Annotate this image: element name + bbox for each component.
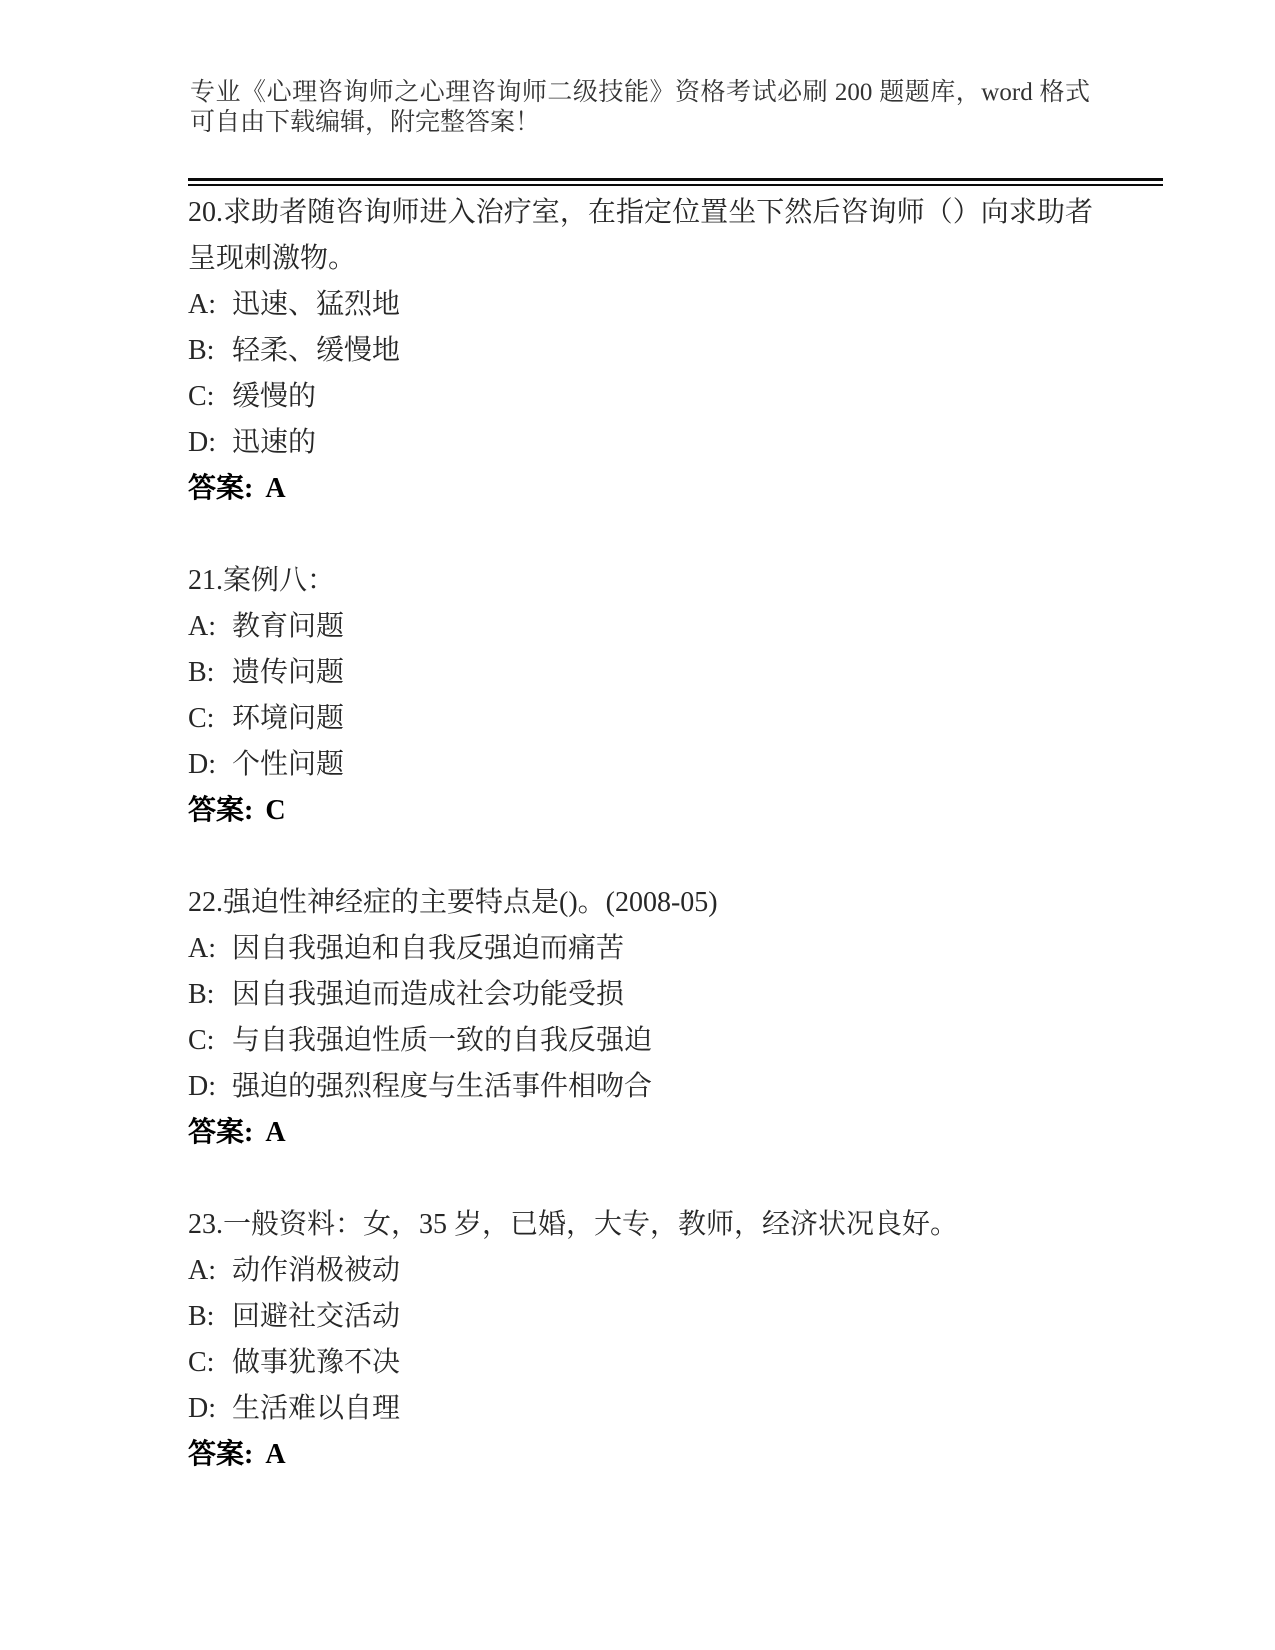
header-line-1: 专业《心理咨询师之心理咨询师二级技能》资格考试必刷 200 题题库，word 格式 <box>190 79 1090 106</box>
option-a <box>188 282 1093 328</box>
option-a <box>188 926 1093 972</box>
option-label: B: <box>188 979 215 1010</box>
answer-line <box>188 788 1093 834</box>
option-label: A: <box>188 1255 216 1286</box>
option-label: B: <box>188 335 215 366</box>
option-text: 动作消极被动 <box>232 1255 401 1286</box>
option-label: C: <box>188 381 215 412</box>
option-label: D: <box>188 427 216 458</box>
option-label: C: <box>188 1025 215 1056</box>
question-text: 案例八： <box>223 565 336 596</box>
option-label: A: <box>188 611 216 642</box>
header-line-2: 可自由下载编辑，附完整答案！ <box>190 109 541 136</box>
option-d <box>188 1064 1093 1110</box>
option-c <box>188 1018 1093 1064</box>
answer-label: 答案: <box>188 1439 254 1470</box>
answer-label: 答案: <box>188 795 254 826</box>
option-c <box>188 696 1093 742</box>
option-text: 因自我强迫而造成社会功能受损 <box>232 979 625 1010</box>
answer-label: 答案: <box>188 473 254 504</box>
option-text: 缓慢的 <box>232 381 317 412</box>
question-block-20 <box>188 190 1093 512</box>
option-a <box>188 604 1093 650</box>
option-text: 个性问题 <box>232 749 345 780</box>
question-title <box>188 880 1093 926</box>
option-b <box>188 650 1093 696</box>
answer-line <box>188 466 1093 512</box>
question-text: 求助者随咨询师进入治疗室，在指定位置坐下然后咨询师（）向求助者呈现刺激物。 <box>188 197 1093 274</box>
answer-value: A <box>265 1117 286 1148</box>
option-text: 环境问题 <box>232 703 345 734</box>
option-text: 做事犹豫不决 <box>232 1347 401 1378</box>
question-title <box>188 1202 1093 1248</box>
document-header <box>190 78 1090 138</box>
option-text: 迅速、猛烈地 <box>232 289 401 320</box>
question-text: 一般资料：女，35 岁，已婚，大专，教师，经济状况良好。 <box>223 1209 959 1240</box>
question-text: 强迫性神经症的主要特点是()。(2008-05) <box>223 887 718 918</box>
option-text: 生活难以自理 <box>232 1393 401 1424</box>
question-number: 22. <box>188 887 223 918</box>
option-label: C: <box>188 703 215 734</box>
option-text: 轻柔、缓慢地 <box>232 335 401 366</box>
answer-value: C <box>265 795 286 826</box>
option-text: 迅速的 <box>232 427 317 458</box>
question-number: 23. <box>188 1209 223 1240</box>
answer-value: A <box>265 1439 286 1470</box>
option-label: A: <box>188 289 216 320</box>
option-label: D: <box>188 1393 216 1424</box>
question-number: 21. <box>188 565 223 596</box>
option-label: D: <box>188 749 216 780</box>
option-b <box>188 1294 1093 1340</box>
header-divider-rule <box>188 178 1163 186</box>
option-text: 与自我强迫性质一致的自我反强迫 <box>232 1025 653 1056</box>
question-block-22 <box>188 880 1093 1156</box>
question-title <box>188 558 1093 604</box>
answer-line <box>188 1432 1093 1478</box>
option-b <box>188 328 1093 374</box>
question-block-21 <box>188 558 1093 834</box>
option-c <box>188 374 1093 420</box>
option-c <box>188 1340 1093 1386</box>
answer-label: 答案: <box>188 1117 254 1148</box>
option-label: D: <box>188 1071 216 1102</box>
option-d <box>188 1386 1093 1432</box>
option-text: 因自我强迫和自我反强迫而痛苦 <box>232 933 625 964</box>
answer-value: A <box>265 473 286 504</box>
option-d <box>188 420 1093 466</box>
option-label: C: <box>188 1347 215 1378</box>
option-label: A: <box>188 933 216 964</box>
option-a <box>188 1248 1093 1294</box>
option-label: B: <box>188 1301 215 1332</box>
option-b <box>188 972 1093 1018</box>
question-block-23 <box>188 1202 1093 1478</box>
option-d <box>188 742 1093 788</box>
option-text: 强迫的强烈程度与生活事件相吻合 <box>232 1071 653 1102</box>
question-number: 20. <box>188 197 223 228</box>
option-label: B: <box>188 657 215 688</box>
question-list <box>188 190 1093 1478</box>
option-text: 遗传问题 <box>232 657 345 688</box>
option-text: 教育问题 <box>232 611 345 642</box>
option-text: 回避社交活动 <box>232 1301 401 1332</box>
question-title <box>188 190 1093 282</box>
answer-line <box>188 1110 1093 1156</box>
